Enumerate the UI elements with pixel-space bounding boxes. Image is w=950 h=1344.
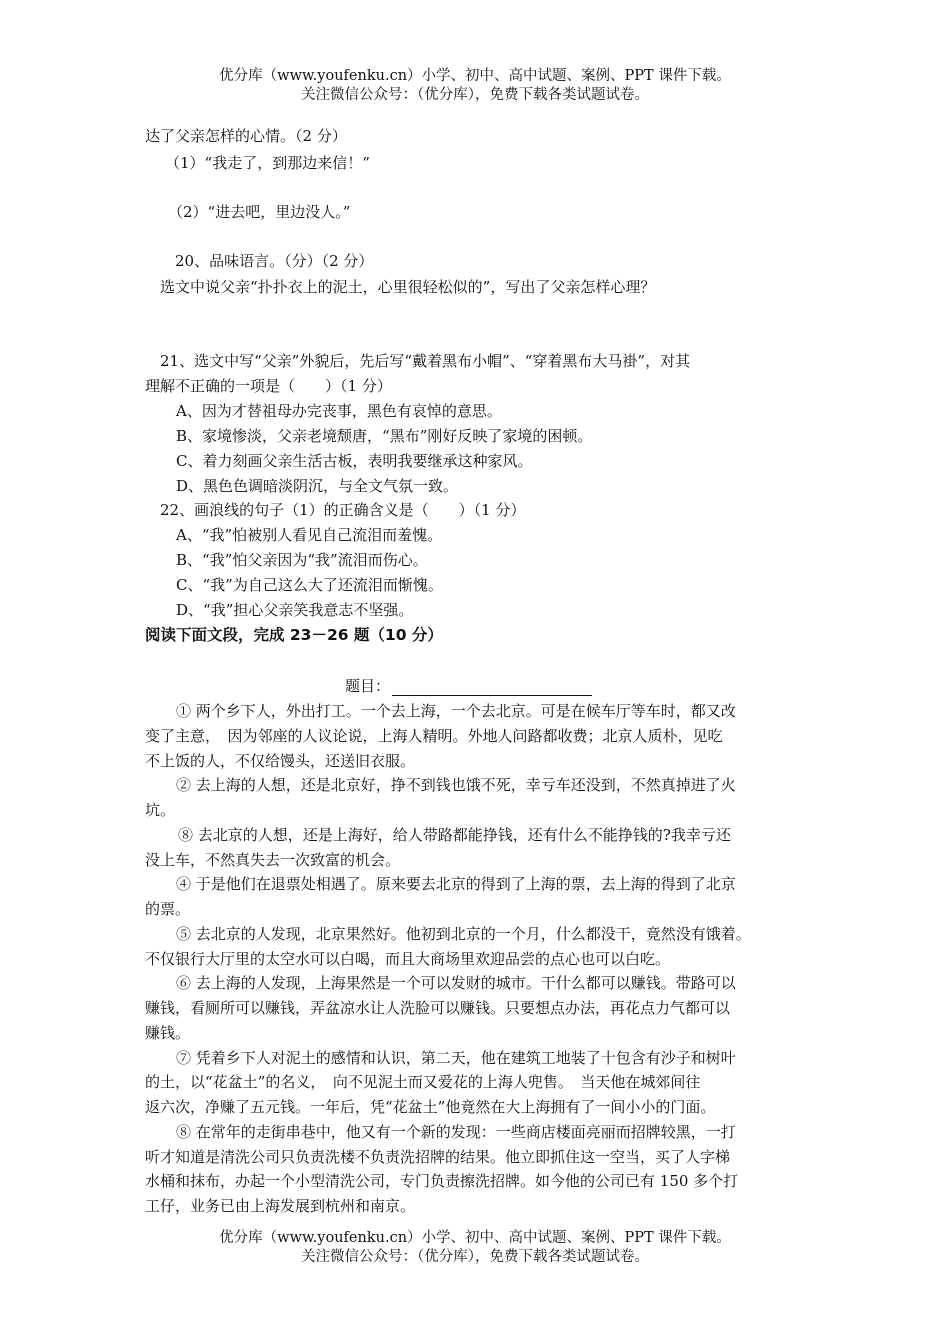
q22-option-a: A、“我”怕被别人看见自己流泪而羞愧。 bbox=[176, 526, 443, 544]
passage-line: 的土，以“花盆土”的名义， 向不见泥土而又爱花的上海人兜售。 当天他在城郊间往 bbox=[145, 1073, 701, 1091]
section-heading: 阅读下面文段，完成 23－26 题（10 分） bbox=[145, 626, 443, 644]
q22-title: 22、画浪线的句子（1）的正确含义是（ ）（1 分） bbox=[160, 501, 526, 519]
passage-line: 不上饭的人，不仅给馒头，还送旧衣服。 bbox=[145, 752, 416, 770]
passage-line: 坑。 bbox=[145, 801, 176, 819]
passage-line: ⑤ 去北京的人发现，北京果然好。他初到北京的一个月，什么都没干，竟然没有饿着。 bbox=[176, 925, 751, 943]
q19-item-1: （1）“我走了，到那边来信！” bbox=[165, 154, 370, 172]
passage-line: ④ 于是他们在退票处相遇了。原来要去北京的得到了上海的票，去上海的得到了北京 bbox=[176, 875, 736, 893]
passage-line: 赚钱，看厕所可以赚钱，弄盆凉水让人洗脸可以赚钱。只要想点办法，再花点力气都可以 bbox=[145, 999, 731, 1017]
footer-line-1: 优分库（www.youfenku.cn）小学、初中、高中试题、案例、PPT 课件下载。 bbox=[219, 1230, 731, 1246]
passage-line: ⑧ 在常年的走街串巷中，他又有一个新的发现：一些商店楼面亮丽而招牌较黑，一打 bbox=[176, 1123, 736, 1141]
q22-option-d: D、“我”担心父亲笑我意志不坚强。 bbox=[176, 601, 414, 619]
q21-line-2: 理解不正确的一项是（ ）（1 分） bbox=[145, 377, 392, 395]
title-field bbox=[345, 676, 592, 696]
q21-option-d: D、黑色色调暗淡阴沉，与全文气氛一致。 bbox=[176, 477, 459, 495]
q20-title: 20、品味语言。（分）（2 分） bbox=[175, 252, 374, 270]
q22-option-b: B、“我”怕父亲因为“我”流泪而伤心。 bbox=[176, 551, 428, 569]
title-blank-line bbox=[392, 679, 592, 696]
page-header bbox=[0, 67, 950, 105]
passage-line: ① 两个乡下人，外出打工。一个去上海，一个去北京。可是在候车厅等车时，都又改 bbox=[176, 702, 736, 720]
q19-tail: 达了父亲怎样的心情。（2 分） bbox=[145, 127, 347, 145]
footer-line-2: 关注微信公众号：（优分库），免费下载各类试题试卷。 bbox=[301, 1249, 649, 1265]
passage-line: ⑧ 去北京的人想，还是上海好，给人带路都能挣钱，还有什么不能挣钱的?我幸亏还 bbox=[178, 826, 731, 844]
page-footer bbox=[0, 1229, 950, 1267]
passage-line: 的票。 bbox=[145, 900, 191, 918]
passage-line: 水桶和抹布，办起一个小型清洗公司，专门负责擦洗招牌。如今他的公司已有 150 多个打 bbox=[145, 1172, 739, 1190]
q22-option-c: C、“我”为自己这么大了还流泪而惭愧。 bbox=[176, 576, 443, 594]
passage-line: 返六次，净赚了五元钱。一年后，凭“花盆土”他竟然在大上海拥有了一间小小的门面。 bbox=[145, 1098, 716, 1116]
q21-option-a: A、因为才替祖母办完丧事，黑色有哀悼的意思。 bbox=[176, 402, 502, 420]
q19-item-2: （2）“进去吧，里边没人。” bbox=[168, 203, 351, 221]
passage-line: 变了主意， 因为邻座的人议论说，上海人精明。外地人问路都收费；北京人质朴，见吃 bbox=[145, 727, 723, 745]
header-line-2: 关注微信公众号：（优分库），免费下载各类试题试卷。 bbox=[301, 87, 649, 103]
passage-line: 不仅银行大厅里的太空水可以白喝，而且大商场里欢迎品尝的点心也可以白吃。 bbox=[145, 950, 671, 968]
passage-line: 听才知道是清洗公司只负责洗楼不负责洗招牌的结果。他立即抓住这一空当，买了人字梯 bbox=[145, 1148, 731, 1166]
title-label: 题目： bbox=[345, 677, 391, 695]
q20-body: 选文中说父亲“扑扑衣上的泥土，心里很轻松似的”，写出了父亲怎样心理？ bbox=[160, 278, 656, 296]
q21-option-b: B、家境惨淡，父亲老境颓唐，“黑布”刚好反映了家境的困顿。 bbox=[176, 427, 593, 445]
header-line-1: 优分库（www.youfenku.cn）小学、初中、高中试题、案例、PPT 课件下载。 bbox=[219, 68, 731, 84]
passage-line: ② 去上海的人想，还是北京好，挣不到钱也饿不死，幸亏车还没到，不然真掉进了火 bbox=[176, 776, 736, 794]
passage-line: 没上车，不然真失去一次致富的机会。 bbox=[145, 851, 401, 869]
passage-line: 赚钱。 bbox=[145, 1024, 191, 1042]
passage-line: 工仔，业务已由上海发展到杭州和南京。 bbox=[145, 1197, 416, 1215]
passage-line: ⑥ 去上海的人发现，上海果然是一个可以发财的城市。干什么都可以赚钱。带路可以 bbox=[176, 974, 736, 992]
passage-line: ⑦ 凭着乡下人对泥土的感情和认识，第二天，他在建筑工地装了十包含有沙子和树叶 bbox=[176, 1049, 736, 1067]
q21-line-1: 21、选文中写“父亲”外貌后，先后写“戴着黑布小帽”、“穿着黑布大马褂”，对其 bbox=[160, 352, 691, 370]
q21-option-c: C、着力刻画父亲生活古板，表明我要继承这种家风。 bbox=[176, 452, 533, 470]
